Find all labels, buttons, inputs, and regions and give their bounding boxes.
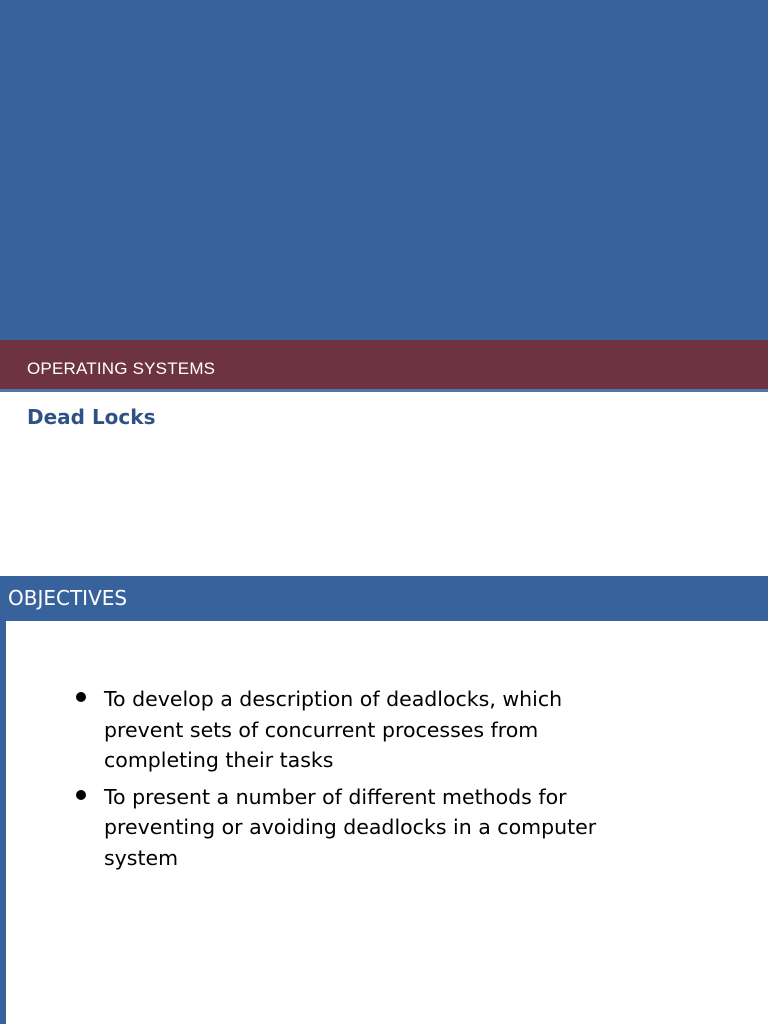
course-title: OPERATING SYSTEMS <box>27 359 216 378</box>
title-slide-background <box>0 0 768 340</box>
bullet-text: To develop a description of deadlocks, which prevent sets of concurrent processes from completing their tasks <box>104 687 563 772</box>
bullet-text: To present a number of different methods for preventing or avoiding deadlocks in a computer system <box>104 784 597 870</box>
list-item <box>74 684 634 776</box>
objectives-title: OBJECTIVES <box>8 586 128 610</box>
slide-subtitle: Dead Locks <box>27 405 156 429</box>
title-divider <box>0 389 768 392</box>
list-item <box>74 782 634 874</box>
bullet-icon <box>76 692 86 702</box>
bullet-icon <box>76 790 86 800</box>
objectives-left-border <box>0 621 6 1024</box>
objectives-list <box>74 684 634 879</box>
